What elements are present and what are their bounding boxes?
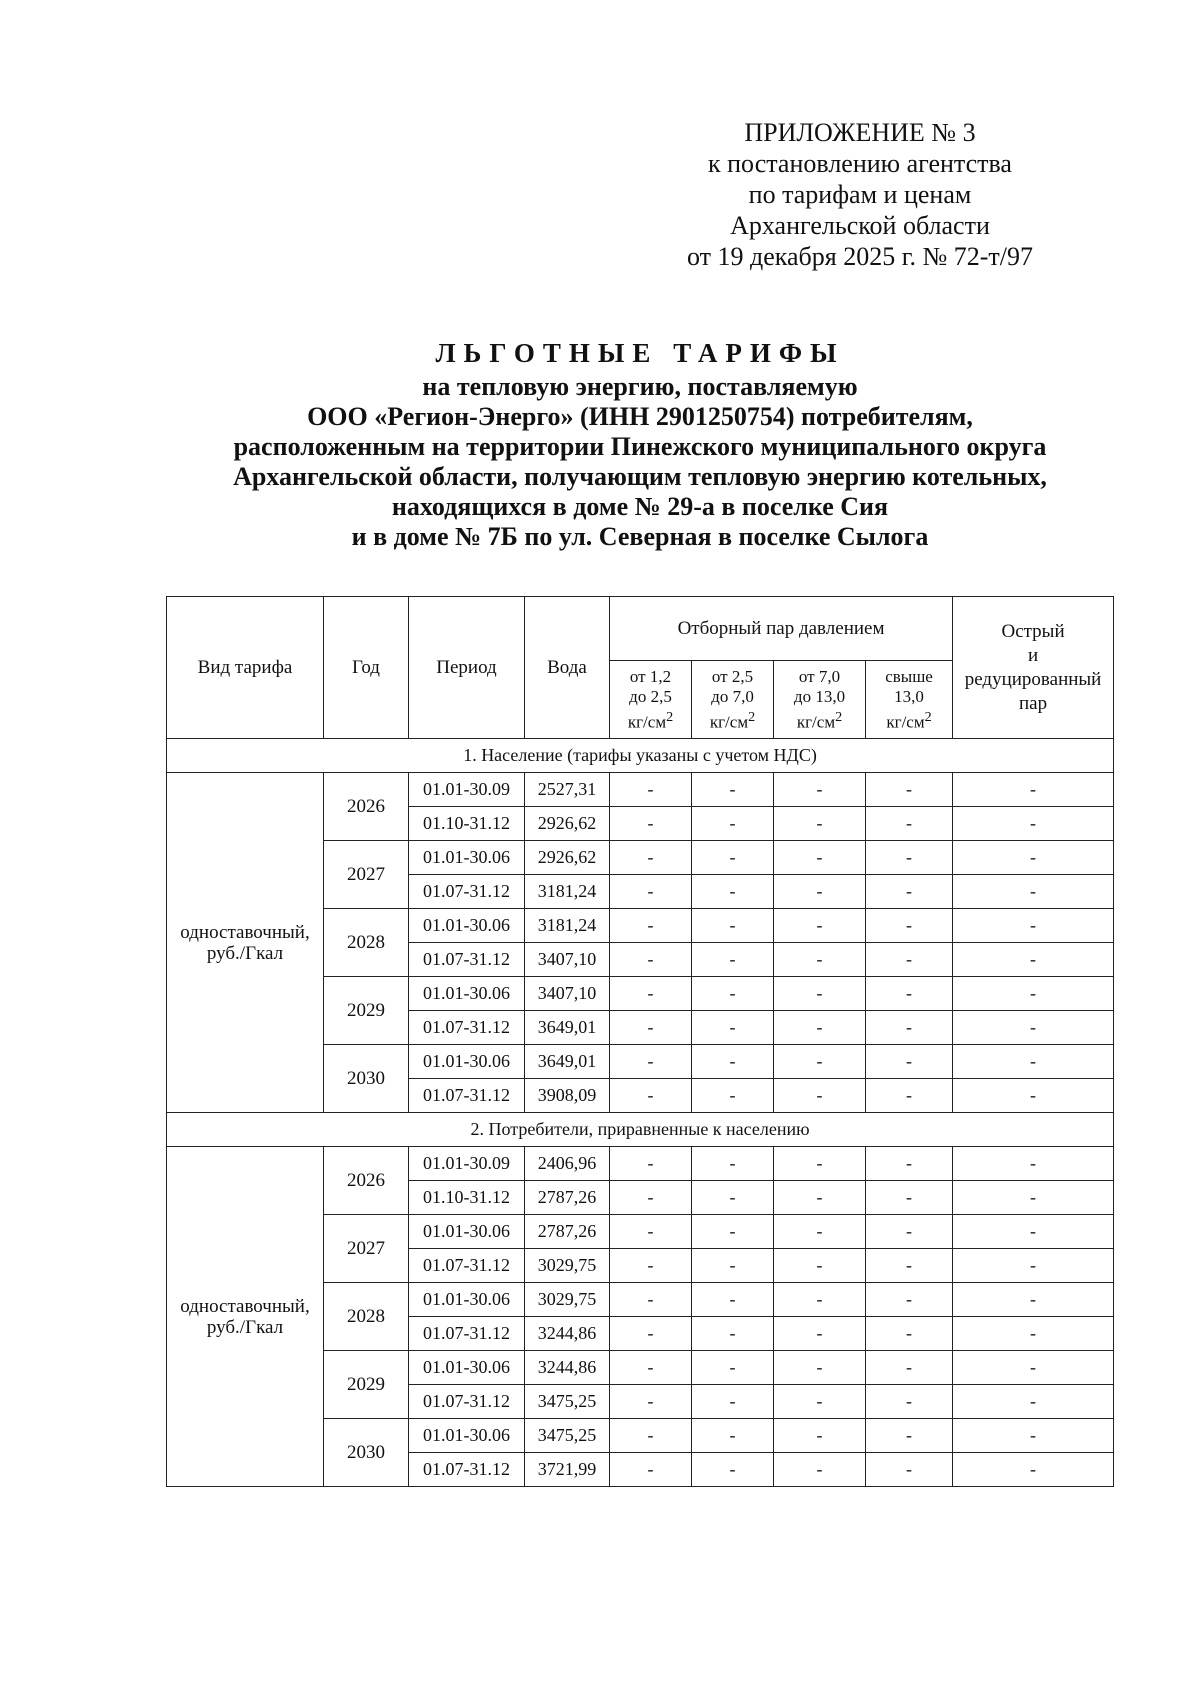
water-value-cell: 3908,09: [525, 1079, 610, 1113]
steam-value-cell: -: [692, 1181, 774, 1215]
period-cell: 01.01-30.09: [409, 1147, 525, 1181]
steam-value-cell: -: [774, 1283, 866, 1317]
section-title: 2. Потребители, приравненные к населению: [167, 1113, 1114, 1147]
period-cell: 01.07-31.12: [409, 1249, 525, 1283]
water-value-cell: 3407,10: [525, 977, 610, 1011]
table-row: [167, 773, 1114, 807]
steam-value-cell: -: [610, 841, 692, 875]
period-cell: 01.07-31.12: [409, 943, 525, 977]
steam-value-cell: -: [610, 1351, 692, 1385]
steam-value-cell: -: [774, 875, 866, 909]
period-cell: 01.07-31.12: [409, 1385, 525, 1419]
section-title: 1. Население (тарифы указаны с учетом НДС): [167, 739, 1114, 773]
steam-value-cell: -: [610, 1215, 692, 1249]
steam-value-cell: -: [610, 1181, 692, 1215]
steam-value-cell: -: [610, 1147, 692, 1181]
steam-range-from: от 1,2: [629, 666, 672, 686]
header-year: Год: [324, 597, 409, 739]
steam-value-cell: -: [866, 1011, 953, 1045]
header-sharp-steam-line: редуцированный: [964, 668, 1102, 690]
title-line: и в доме № 7Б по ул. Северная в поселке Сылога: [351, 522, 929, 551]
steam-value-cell: -: [692, 1351, 774, 1385]
steam-value-cell: -: [692, 807, 774, 841]
period-cell: 01.01-30.06: [409, 1215, 525, 1249]
steam-value-cell: -: [866, 1079, 953, 1113]
water-value-cell: 2406,96: [525, 1147, 610, 1181]
steam-value-cell: -: [610, 773, 692, 807]
steam-value-cell: -: [774, 1385, 866, 1419]
year-cell: 2029: [324, 977, 409, 1045]
tariff-type-cell: [167, 1147, 324, 1487]
steam-value-cell: -: [692, 1045, 774, 1079]
steam-value-cell: -: [610, 1045, 692, 1079]
year-cell: 2028: [324, 909, 409, 977]
steam-unit-text: кг/см: [709, 712, 749, 732]
sharp-steam-value-cell: -: [953, 875, 1114, 909]
period-cell: 01.01-30.06: [409, 841, 525, 875]
sharp-steam-value-cell: -: [953, 841, 1114, 875]
table-row: [167, 1147, 1114, 1181]
steam-value-cell: -: [692, 1385, 774, 1419]
water-value-cell: 3649,01: [525, 1045, 610, 1079]
period-cell: 01.10-31.12: [409, 807, 525, 841]
steam-value-cell: -: [774, 1181, 866, 1215]
steam-value-cell: -: [692, 1011, 774, 1045]
steam-value-cell: -: [774, 1147, 866, 1181]
tariff-type-unit: руб./Гкал: [206, 942, 284, 964]
steam-value-cell: -: [866, 943, 953, 977]
section-row: [167, 1113, 1114, 1147]
water-value-cell: 3721,99: [525, 1453, 610, 1487]
water-value-cell: 2926,62: [525, 807, 610, 841]
sharp-steam-value-cell: -: [953, 1011, 1114, 1045]
appendix-reference: к постановлению агентства: [708, 149, 1012, 178]
steam-range-to: до 2,5: [629, 686, 672, 706]
sharp-steam-value-cell: -: [953, 1079, 1114, 1113]
header-steam-3: [774, 661, 866, 739]
header-tariff-type: Вид тарифа: [167, 597, 324, 739]
steam-value-cell: -: [692, 1147, 774, 1181]
steam-unit-sup: 2: [835, 708, 843, 725]
year-cell: 2028: [324, 1283, 409, 1351]
steam-value-cell: -: [692, 1453, 774, 1487]
steam-value-cell: -: [692, 773, 774, 807]
steam-value-cell: -: [774, 943, 866, 977]
water-value-cell: 2527,31: [525, 773, 610, 807]
steam-value-cell: -: [692, 1283, 774, 1317]
steam-value-cell: -: [866, 841, 953, 875]
title-line: ООО «Регион-Энерго» (ИНН 2901250754) потребителям,: [307, 402, 973, 431]
steam-value-cell: -: [692, 1215, 774, 1249]
period-cell: 01.01-30.06: [409, 1045, 525, 1079]
steam-value-cell: -: [774, 1317, 866, 1351]
steam-value-cell: -: [866, 807, 953, 841]
steam-value-cell: -: [866, 977, 953, 1011]
header-period: Период: [409, 597, 525, 739]
water-value-cell: 3407,10: [525, 943, 610, 977]
steam-value-cell: -: [610, 1249, 692, 1283]
steam-range-from: от 7,0: [798, 666, 841, 686]
sharp-steam-value-cell: -: [953, 943, 1114, 977]
steam-unit-text: кг/см: [886, 712, 925, 732]
steam-unit-text: кг/см: [627, 712, 667, 732]
water-value-cell: 2787,26: [525, 1181, 610, 1215]
steam-value-cell: -: [610, 1317, 692, 1351]
steam-value-cell: -: [866, 1385, 953, 1419]
header-sharp-steam-line: Острый: [1001, 620, 1065, 642]
steam-value-cell: -: [610, 1011, 692, 1045]
period-cell: 01.01-30.06: [409, 1419, 525, 1453]
header-sharp-steam-line: пар: [1018, 692, 1048, 714]
steam-value-cell: -: [610, 1079, 692, 1113]
steam-unit-sup: 2: [924, 708, 932, 725]
tariff-body: [167, 739, 1114, 1487]
year-cell: 2027: [324, 1215, 409, 1283]
tariff-type-cell: [167, 773, 324, 1113]
period-cell: 01.07-31.12: [409, 1079, 525, 1113]
year-cell: 2026: [324, 1147, 409, 1215]
header-steam-4: [866, 661, 953, 739]
tariff-table: [166, 596, 1114, 1487]
steam-value-cell: -: [610, 875, 692, 909]
title-line: находящихся в доме № 29-а в поселке Сия: [391, 492, 889, 521]
steam-value-cell: -: [774, 807, 866, 841]
steam-value-cell: -: [774, 977, 866, 1011]
header-steam-group: Отборный пар давлением: [610, 597, 953, 661]
steam-value-cell: -: [866, 909, 953, 943]
steam-value-cell: -: [692, 841, 774, 875]
water-value-cell: 3475,25: [525, 1385, 610, 1419]
steam-value-cell: -: [692, 909, 774, 943]
period-cell: 01.01-30.06: [409, 1283, 525, 1317]
steam-value-cell: -: [692, 943, 774, 977]
period-cell: 01.01-30.06: [409, 977, 525, 1011]
steam-unit: [866, 707, 952, 733]
appendix-agency: по тарифам и ценам: [748, 180, 972, 209]
water-value-cell: 3244,86: [525, 1317, 610, 1351]
sharp-steam-value-cell: -: [953, 1385, 1114, 1419]
period-cell: 01.10-31.12: [409, 1181, 525, 1215]
steam-value-cell: -: [866, 1045, 953, 1079]
steam-value-cell: -: [866, 1419, 953, 1453]
steam-range-from: свыше: [885, 666, 933, 686]
period-cell: 01.07-31.12: [409, 1453, 525, 1487]
steam-unit: [692, 707, 773, 733]
steam-unit-sup: 2: [748, 708, 756, 725]
steam-value-cell: -: [866, 1283, 953, 1317]
steam-value-cell: -: [692, 977, 774, 1011]
steam-value-cell: -: [610, 807, 692, 841]
sharp-steam-value-cell: -: [953, 1283, 1114, 1317]
steam-value-cell: -: [866, 1147, 953, 1181]
steam-value-cell: -: [774, 1011, 866, 1045]
water-value-cell: 3181,24: [525, 909, 610, 943]
year-cell: 2030: [324, 1045, 409, 1113]
appendix-number: ПРИЛОЖЕНИЕ № 3: [744, 118, 976, 147]
year-cell: 2030: [324, 1419, 409, 1487]
steam-range-from: от 2,5: [711, 666, 754, 686]
period-cell: 01.01-30.06: [409, 909, 525, 943]
steam-value-cell: -: [774, 1249, 866, 1283]
water-value-cell: 3029,75: [525, 1249, 610, 1283]
steam-value-cell: -: [866, 1249, 953, 1283]
title-line: Архангельской области, получающим тепловую энергию котельных,: [233, 462, 1047, 491]
steam-unit-text: кг/см: [796, 712, 836, 732]
steam-unit: [774, 707, 865, 733]
steam-value-cell: -: [774, 1215, 866, 1249]
steam-value-cell: -: [774, 1079, 866, 1113]
sharp-steam-value-cell: -: [953, 1147, 1114, 1181]
steam-value-cell: -: [692, 875, 774, 909]
title-line: расположенным на территории Пинежского муниципального округа: [233, 432, 1047, 461]
steam-value-cell: -: [866, 1351, 953, 1385]
section-row: [167, 739, 1114, 773]
steam-value-cell: -: [774, 909, 866, 943]
water-value-cell: 3029,75: [525, 1283, 610, 1317]
steam-value-cell: -: [610, 1419, 692, 1453]
tariff-type-line: одноставочный,: [180, 921, 310, 943]
period-cell: 01.01-30.06: [409, 1351, 525, 1385]
appendix-date: от 19 декабря 2025 г. № 72-т/97: [686, 242, 1034, 271]
steam-range-to: до 7,0: [711, 686, 754, 706]
steam-value-cell: -: [610, 977, 692, 1011]
header-steam-1: [610, 661, 692, 739]
steam-value-cell: -: [774, 1351, 866, 1385]
steam-value-cell: -: [774, 773, 866, 807]
sharp-steam-value-cell: -: [953, 977, 1114, 1011]
year-cell: 2027: [324, 841, 409, 909]
steam-value-cell: -: [866, 773, 953, 807]
steam-value-cell: -: [774, 1419, 866, 1453]
title-main: ЛЬГОТНЫЕ ТАРИФЫ: [435, 338, 845, 368]
steam-value-cell: -: [866, 1181, 953, 1215]
steam-value-cell: -: [774, 841, 866, 875]
title-line: на тепловую энергию, поставляемую: [422, 372, 858, 401]
tariff-type-unit: руб./Гкал: [206, 1316, 284, 1338]
steam-unit: [610, 707, 691, 733]
sharp-steam-value-cell: -: [953, 1419, 1114, 1453]
steam-value-cell: -: [866, 1317, 953, 1351]
period-cell: 01.07-31.12: [409, 875, 525, 909]
steam-value-cell: -: [692, 1317, 774, 1351]
steam-value-cell: -: [692, 1419, 774, 1453]
water-value-cell: 2787,26: [525, 1215, 610, 1249]
water-value-cell: 3181,24: [525, 875, 610, 909]
steam-value-cell: -: [610, 1385, 692, 1419]
header-water: Вода: [525, 597, 610, 739]
steam-value-cell: -: [774, 1453, 866, 1487]
steam-range-to: до 13,0: [793, 686, 846, 706]
sharp-steam-value-cell: -: [953, 909, 1114, 943]
header-steam-2: [692, 661, 774, 739]
tariff-type-line: одноставочный,: [180, 1295, 310, 1317]
header-sharp-steam: [953, 597, 1114, 739]
sharp-steam-value-cell: -: [953, 807, 1114, 841]
sharp-steam-value-cell: -: [953, 1045, 1114, 1079]
year-cell: 2029: [324, 1351, 409, 1419]
appendix-header: [640, 117, 1080, 272]
steam-value-cell: -: [866, 1453, 953, 1487]
period-cell: 01.07-31.12: [409, 1317, 525, 1351]
sharp-steam-value-cell: -: [953, 1215, 1114, 1249]
appendix-region: Архангельской области: [730, 211, 990, 240]
sharp-steam-value-cell: -: [953, 773, 1114, 807]
steam-range-to: 13,0: [894, 686, 924, 706]
steam-value-cell: -: [866, 1215, 953, 1249]
header-sharp-steam-line: и: [1027, 644, 1039, 666]
sharp-steam-value-cell: -: [953, 1181, 1114, 1215]
steam-value-cell: -: [610, 943, 692, 977]
steam-value-cell: -: [692, 1249, 774, 1283]
document-title: [130, 338, 1150, 552]
period-cell: 01.07-31.12: [409, 1011, 525, 1045]
steam-value-cell: -: [774, 1045, 866, 1079]
sharp-steam-value-cell: -: [953, 1351, 1114, 1385]
steam-value-cell: -: [610, 909, 692, 943]
steam-value-cell: -: [610, 1453, 692, 1487]
steam-unit-sup: 2: [666, 708, 674, 725]
year-cell: 2026: [324, 773, 409, 841]
period-cell: 01.01-30.09: [409, 773, 525, 807]
water-value-cell: 3244,86: [525, 1351, 610, 1385]
water-value-cell: 3649,01: [525, 1011, 610, 1045]
water-value-cell: 3475,25: [525, 1419, 610, 1453]
water-value-cell: 2926,62: [525, 841, 610, 875]
sharp-steam-value-cell: -: [953, 1317, 1114, 1351]
sharp-steam-value-cell: -: [953, 1453, 1114, 1487]
steam-value-cell: -: [692, 1079, 774, 1113]
sharp-steam-value-cell: -: [953, 1249, 1114, 1283]
steam-value-cell: -: [866, 875, 953, 909]
steam-value-cell: -: [610, 1283, 692, 1317]
